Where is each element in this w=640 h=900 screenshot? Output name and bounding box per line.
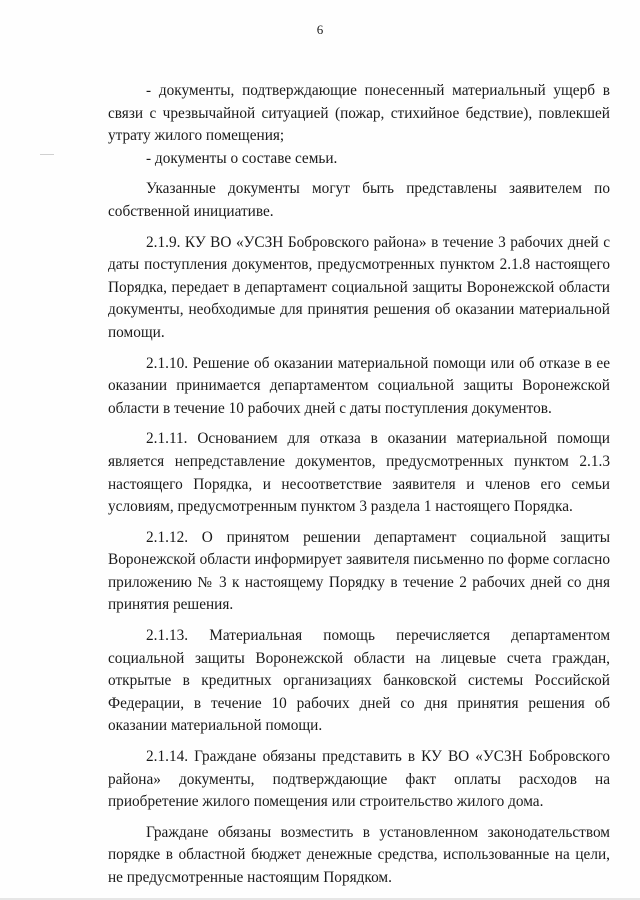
paragraph-damage-documents: - документы, подтверждающие понесенный материальный ущерб в связи с чрезвычайной ситуацией (пожар, стихийное бедствие), повлекшей утрату жилого помещения; [108, 82, 610, 145]
paragraph-refund-obligation: Граждане обязаны возместить в установленном законодательством порядке в областной бюджет денежные средства, использованные на цели, не предусмотренные настоящим Порядком. [108, 823, 610, 886]
paragraph-2-1-12: 2.1.12. О принятом решении департамент социальной защиты Воронежской области информирует заявителя письменно по форме согласно приложению № 3 к настоящему Порядку в течение 2 рабочих дней со дня принятия решения. [108, 528, 610, 614]
paragraph-2-1-9: 2.1.9. КУ ВО «УСЗН Бобровского района» в течение 3 рабочих дней с даты поступления документов, предусмотренных пунктом 2.1.8 настоящего Порядка, передает в департамент социальной защиты Воронежской области документы, необходимые для принятия решения об оказании материальной помощи. [108, 233, 610, 341]
paragraph-2-1-14: 2.1.14. Граждане обязаны представить в КУ ВО «УСЗН Бобровского района» документы, подтверждающие факт оплаты расходов на приобретение жилого помещения или строительство жилого дома. [108, 748, 610, 811]
page-number: 6 [316, 22, 324, 37]
document-body [108, 80, 610, 890]
paragraph-2-1-10: 2.1.10. Решение об оказании материальной помощи или об отказе в ее оказании принимается департаментом социальной защиты Воронежской области в течение 10 рабочих дней с даты поступления документов. [108, 354, 610, 417]
paragraph-2-1-11: 2.1.11. Основанием для отказа в оказании материальной помощи является непредставление документов, предусмотренных пунктом 2.1.3 настоящего Порядка, и несоответствие заявителя и членов его семьи условиям, предусмотренным пунктом 3 раздела 1 настоящего Порядка. [108, 430, 610, 516]
scan-artifact [40, 154, 54, 155]
paragraph-own-initiative: Указанные документы могут быть представлены заявителем по собственной инициативе. [108, 180, 610, 220]
paragraph-family-documents: - документы о составе семьи. [146, 149, 338, 167]
paragraph-2-1-13: 2.1.13. Материальная помощь перечисляется департаментом социальной защиты Воронежской области на лицевые счета граждан, открытые в кредитных организациях банковской системы Российской Федерации, в течение 10 рабочих дней со дня принятия решения об оказании материальной помощи. [108, 627, 610, 735]
